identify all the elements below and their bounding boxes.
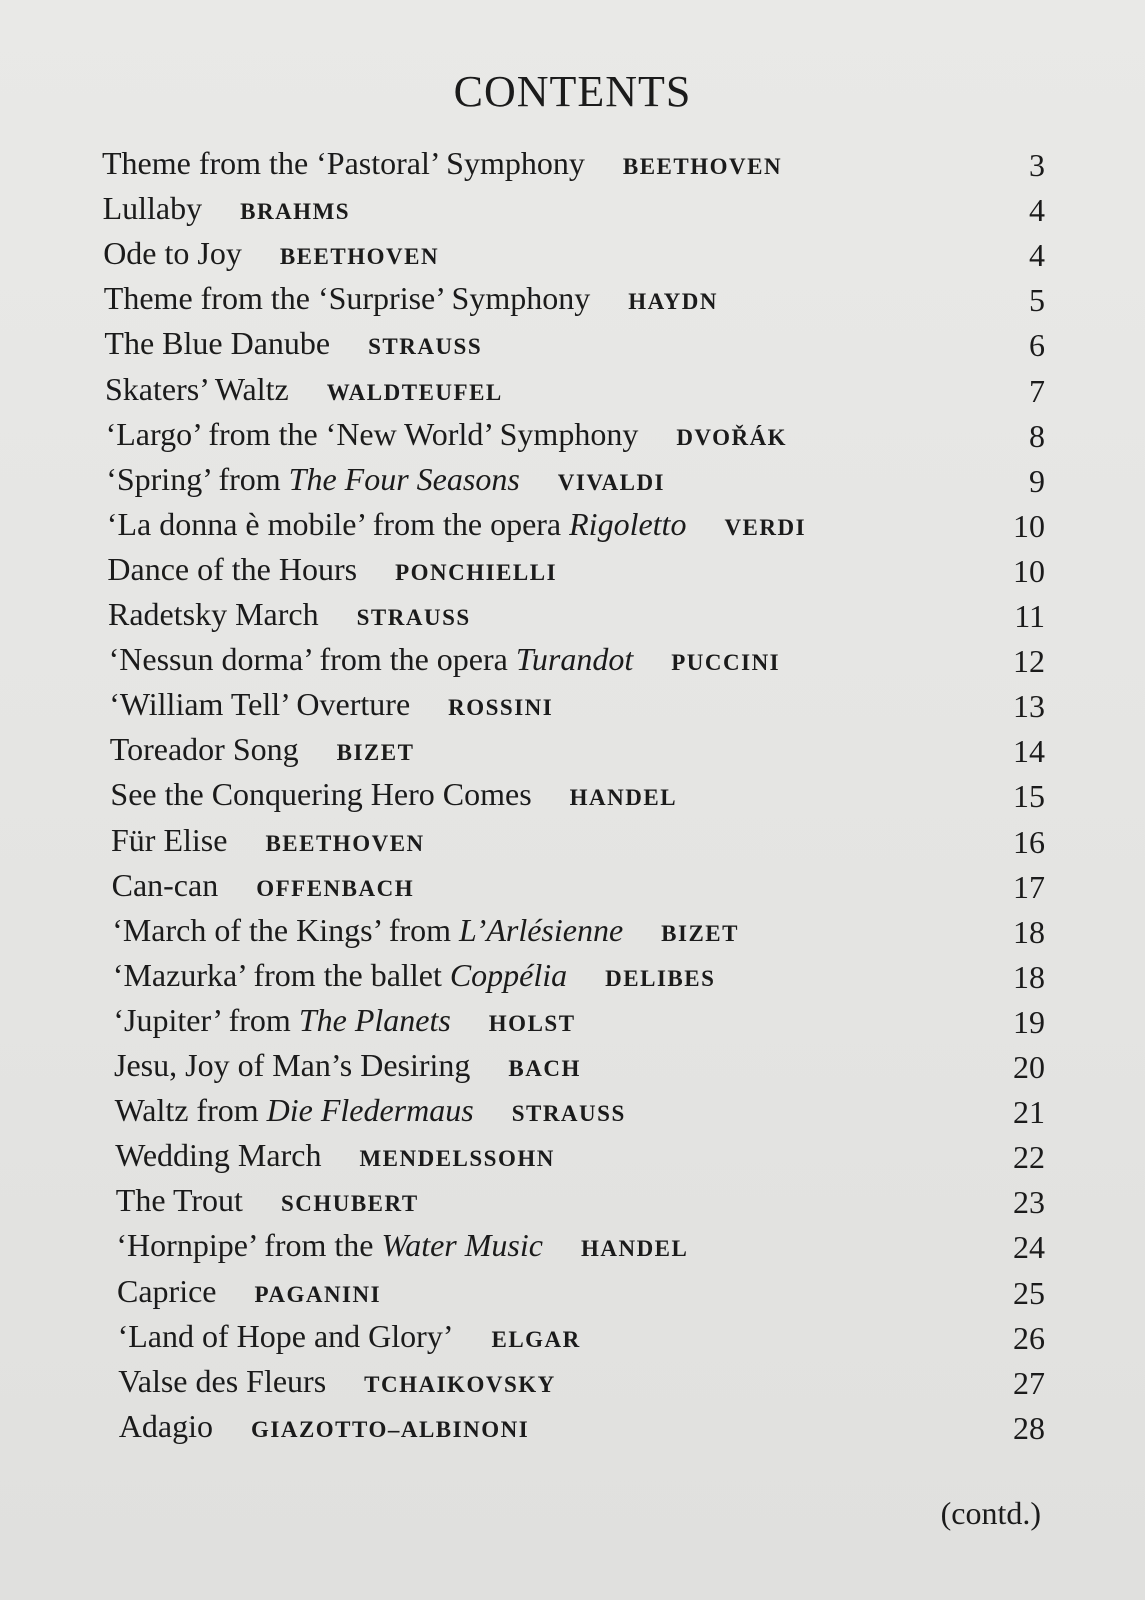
contents-entry [105, 371, 503, 415]
entry-title-text: Theme from the ‘Pastoral’ Symphony [102, 145, 585, 181]
entry-title-italic: The Four Seasons [288, 460, 520, 497]
entry-page-number: 28 [1013, 1409, 1045, 1446]
entry-composer: BEETHOVEN [622, 154, 783, 179]
contents-entry [112, 867, 415, 911]
contents-entry [102, 145, 782, 189]
entry-page-number: 27 [1013, 1364, 1045, 1401]
entry-title-text: Theme from the ‘Surprise’ Symphony [103, 280, 591, 317]
entry-title [113, 957, 567, 994]
entry-title-text: Wedding March [115, 1137, 322, 1174]
entry-title-text: Ode to Joy [103, 235, 242, 272]
contents-entry [104, 325, 482, 369]
entry-composer: TCHAIKOVSKY [364, 1371, 556, 1397]
entry-composer: BEETHOVEN [265, 830, 425, 856]
entry-title-text: Waltz from [114, 1092, 267, 1129]
entry-title [110, 731, 299, 768]
entry-composer: HOLST [488, 1010, 576, 1036]
entry-composer: PONCHIELLI [395, 559, 558, 585]
contents-entry [103, 235, 439, 279]
entry-composer: BIZET [336, 740, 415, 766]
entry-page-number: 13 [1013, 688, 1045, 725]
entry-page-number: 19 [1013, 1003, 1045, 1040]
contents-entry [107, 506, 806, 550]
contents-entry [106, 461, 665, 505]
entry-page-number: 3 [1029, 147, 1045, 183]
entry-title [105, 371, 289, 408]
entry-title [118, 1363, 326, 1400]
entry-composer: STRAUSS [368, 334, 483, 360]
entry-page-number: 6 [1029, 327, 1045, 364]
contents-entry [103, 190, 350, 234]
contents-entry [118, 1318, 581, 1362]
contents-entry [116, 1182, 419, 1226]
entry-title [111, 822, 227, 859]
entry-title [114, 1047, 470, 1084]
entry-title [102, 145, 585, 182]
entry-title-text: Can-can [111, 866, 219, 903]
contents-entry [106, 416, 787, 460]
entry-title-text: See the Conquering Hero Comes [110, 776, 532, 813]
entry-title [110, 776, 531, 813]
entry-title-text: ‘March of the Kings’ from [112, 911, 460, 948]
entry-title-italic: L’Arlésienne [459, 911, 624, 948]
contents-entry [115, 1092, 626, 1136]
entry-composer: BACH [508, 1056, 581, 1081]
contents-entry [113, 1002, 575, 1046]
contents-entry [117, 1273, 381, 1317]
entry-title [113, 1002, 450, 1039]
entry-title-text: Lullaby [102, 190, 203, 227]
entry-title-text: ‘Nessun dorma’ from the opera [108, 641, 516, 678]
entry-title-text: Dance of the Hours [107, 550, 358, 587]
entry-page-number: 5 [1029, 282, 1045, 319]
entry-title [109, 686, 410, 723]
entry-composer: HANDEL [580, 1236, 689, 1262]
contents-entry [109, 686, 553, 730]
entry-composer: GIAZOTTO–ALBINONI [251, 1416, 530, 1442]
entry-title [119, 1408, 213, 1445]
entry-title-text: Toreador Song [109, 731, 299, 768]
entry-title-text: ‘Mazurka’ from the ballet [112, 956, 450, 993]
entry-title [103, 190, 203, 227]
entry-title-text: The Blue Danube [104, 325, 331, 362]
continued-note: (contd.) [940, 1495, 1041, 1531]
entry-title-italic: Rigoletto [569, 505, 687, 542]
entry-composer: HANDEL [569, 785, 678, 811]
entry-title-text: ‘Largo’ from the ‘New World’ Symphony [105, 415, 639, 452]
entry-title-text: Für Elise [111, 821, 228, 858]
entry-page-number: 21 [1013, 1094, 1045, 1131]
entry-page-number: 25 [1013, 1274, 1045, 1311]
entry-composer: BEETHOVEN [279, 244, 440, 270]
contents-entry [116, 1227, 688, 1271]
entry-title-text: ‘William Tell’ Overture [109, 686, 411, 723]
entry-title [116, 1227, 543, 1264]
contents-entry [112, 912, 739, 956]
entry-title [107, 506, 687, 543]
entry-title [106, 461, 520, 498]
entry-page-number: 16 [1013, 823, 1045, 860]
entry-page-number: 20 [1013, 1049, 1045, 1085]
entry-page-number: 23 [1013, 1184, 1045, 1221]
entry-composer: SCHUBERT [280, 1191, 419, 1217]
entry-title-text: ‘Land of Hope and Glory’ [117, 1317, 454, 1354]
entry-title-text: Caprice [117, 1272, 217, 1309]
entry-composer: OFFENBACH [256, 875, 415, 901]
entry-composer: HAYDN [628, 289, 718, 315]
entry-title-text: Adagio [118, 1407, 213, 1444]
entry-title [106, 416, 639, 453]
entry-title-italic: Water Music [381, 1227, 543, 1264]
entry-composer: PAGANINI [254, 1281, 382, 1307]
entry-page-number: 12 [1013, 643, 1045, 680]
entry-title [109, 641, 634, 678]
entry-composer: ROSSINI [448, 695, 554, 721]
entry-page-number: 18 [1013, 958, 1045, 995]
entry-title [112, 912, 623, 949]
entry-page-number: 26 [1013, 1319, 1045, 1356]
entry-title-italic: The Planets [298, 1001, 451, 1038]
entry-composer: VERDI [724, 514, 807, 540]
entry-page-number: 4 [1029, 237, 1045, 274]
entry-title-text: ‘Spring’ from [106, 460, 289, 497]
entry-title-text: Radetsky March [108, 596, 319, 632]
entry-composer: MENDELSSOHN [359, 1146, 555, 1172]
entry-composer: ELGAR [491, 1326, 581, 1352]
entry-composer: STRAUSS [511, 1101, 626, 1127]
entry-title-italic: Die Fledermaus [266, 1092, 474, 1129]
contents-heading: CONTENTS [453, 67, 692, 116]
entry-title-text: ‘Hornpipe’ from the [116, 1227, 382, 1264]
entry-page-number: 4 [1029, 192, 1045, 229]
entry-page-number: 11 [1014, 598, 1045, 634]
entry-title-text: Valse des Fleurs [118, 1362, 327, 1399]
entry-page-number: 14 [1013, 733, 1045, 770]
entry-title-text: ‘La donna è mobile’ from the opera [106, 505, 570, 542]
entry-title [112, 867, 219, 904]
contents-entry [118, 1363, 556, 1407]
entry-title [117, 1273, 217, 1310]
contents-entry [108, 596, 471, 640]
entry-title-text: Skaters’ Waltz [105, 370, 289, 407]
contents-entry [110, 731, 415, 775]
entry-page-number: 18 [1013, 913, 1045, 950]
entry-page-number: 7 [1029, 372, 1045, 409]
entry-composer: PUCCINI [671, 650, 781, 676]
entry-page-number: 9 [1029, 462, 1045, 499]
entry-title-text: ‘Jupiter’ from [113, 1001, 299, 1038]
contents-entry [119, 1408, 529, 1452]
entry-title [115, 1092, 474, 1129]
contents-entry [115, 1137, 555, 1181]
contents-entry [104, 280, 718, 324]
entry-title [116, 1182, 243, 1219]
entry-title-text: The Trout [115, 1182, 243, 1219]
entry-composer: STRAUSS [356, 605, 471, 630]
entry-page-number: 24 [1013, 1229, 1045, 1266]
entry-title-italic: Turandot [515, 641, 634, 678]
entry-title [115, 1137, 321, 1174]
entry-title [103, 235, 242, 272]
entry-composer: BRAHMS [240, 199, 351, 225]
contents-entry [113, 957, 716, 1001]
entry-page-number: 22 [1013, 1139, 1045, 1176]
entry-composer: DELIBES [605, 965, 716, 991]
entry-title-text: Jesu, Joy of Man’s Desiring [114, 1047, 471, 1083]
entry-composer: DVOŘÁK [676, 424, 788, 450]
entry-page-number: 10 [1013, 552, 1045, 589]
contents-entry [109, 641, 781, 685]
entry-page-number: 15 [1013, 778, 1045, 815]
entry-composer: BIZET [661, 920, 739, 946]
contents-entry [107, 551, 557, 595]
contents-entry [110, 776, 677, 820]
entry-page-number: 17 [1013, 868, 1045, 905]
entry-composer: WALDTEUFEL [326, 379, 503, 405]
entry-title [104, 325, 330, 362]
entry-title [118, 1318, 454, 1355]
entry-title-italic: Coppélia [449, 956, 568, 993]
entry-page-number: 8 [1029, 417, 1045, 454]
entry-title [108, 596, 319, 633]
entry-title [107, 551, 357, 588]
contents-entry [114, 1047, 581, 1091]
contents-entry [111, 822, 425, 866]
entry-composer: VIVALDI [557, 469, 665, 495]
entry-page-number: 10 [1013, 507, 1045, 544]
entry-title [104, 280, 590, 317]
